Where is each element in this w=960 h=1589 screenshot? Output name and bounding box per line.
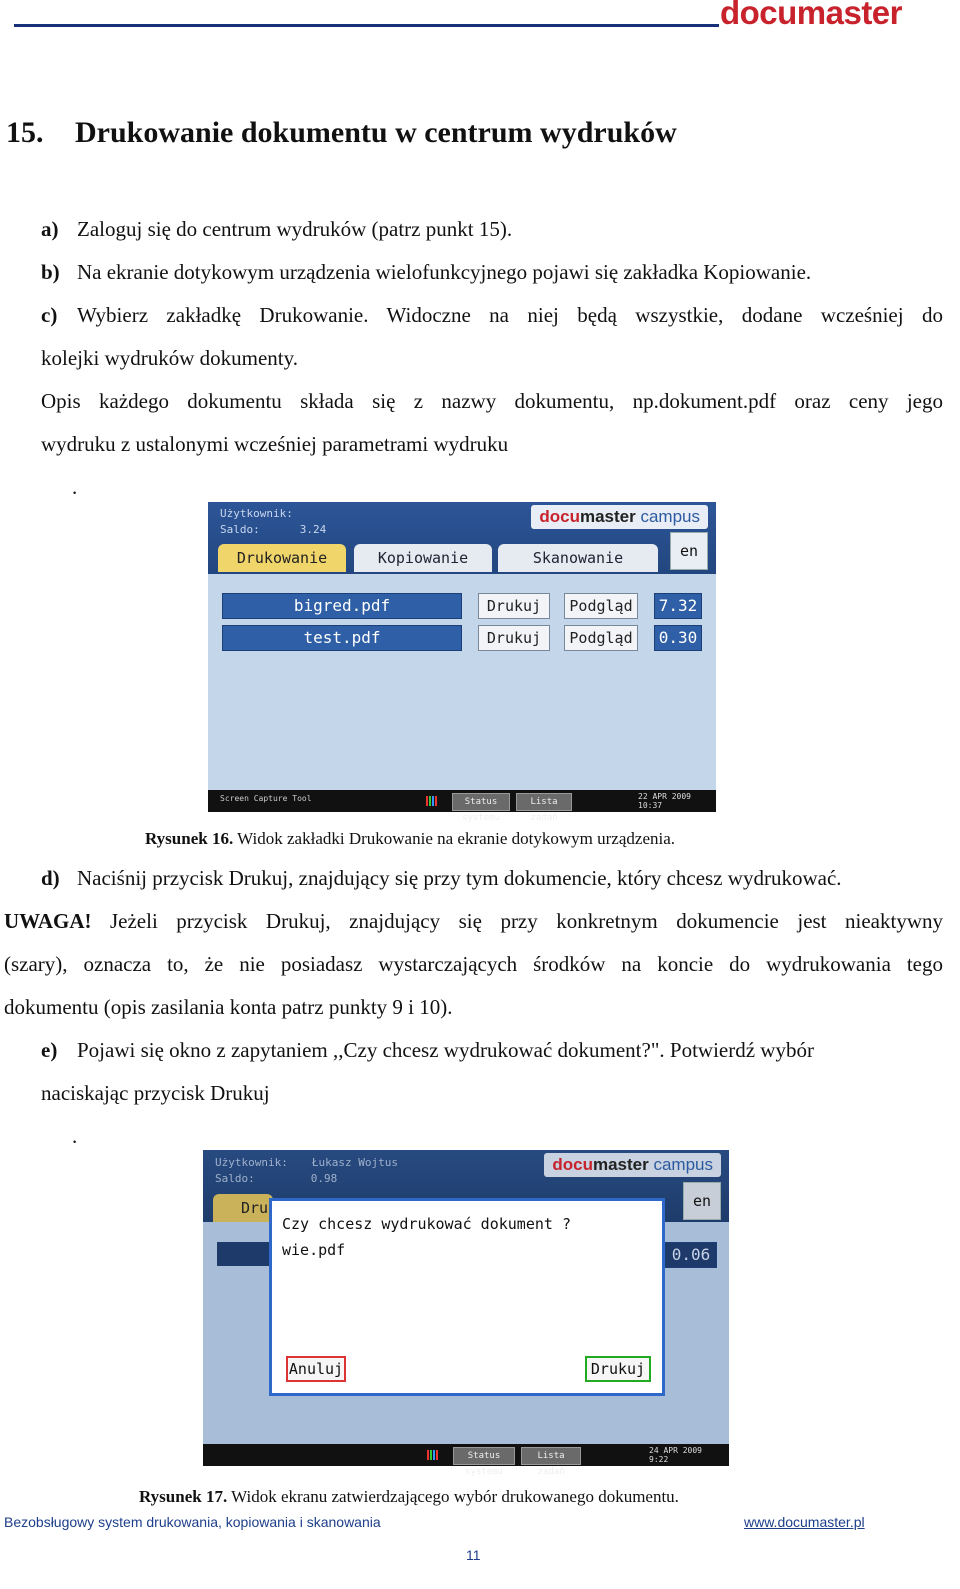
price-test: 0.30 <box>654 625 702 651</box>
dot-marker-2: . <box>72 1124 78 1148</box>
price-bigred: 7.32 <box>654 593 702 619</box>
print-button-test[interactable]: Drukuj <box>478 625 550 651</box>
header-rule <box>14 24 719 27</box>
status-bar <box>203 1444 729 1477</box>
dialog-message <box>282 1211 571 1263</box>
brand-logo: documaster <box>719 0 902 31</box>
file-name-bigred: bigred.pdf <box>222 593 462 619</box>
step-d: d) Naciśnij przycisk Drukuj, znajdujący się przy tym dokumencie, który chcesz wydrukować. <box>41 866 842 890</box>
documaster-campus-logo: documaster campus <box>531 505 708 529</box>
warning-line3: dokumentu (opis zasilania konta patrz punkty 9 i 10). <box>4 995 453 1019</box>
kyocera-icon <box>426 796 438 806</box>
price-dimmed: 0.06 <box>665 1242 717 1268</box>
step-c-desc-line1: Opis każdego dokumentu składa się z nazwy dokumentu, np.dokument.pdf oraz ceny jego <box>41 389 943 413</box>
warning-line2: (szary), oznacza to, że nie posiadasz wystarczających środków na koncie do wydrukowania tego <box>4 952 943 976</box>
status-bar <box>208 790 716 823</box>
user-info: Użytkownik: Saldo: 3.24 <box>220 507 327 536</box>
figure-16-caption: Rysunek 16. Widok zakładki Drukowanie na ekranie dotykowym urządzenia. <box>145 829 676 848</box>
tab-drukowanie[interactable]: Dru <box>213 1194 273 1222</box>
step-e-line2: naciskając przycisk Drukuj <box>41 1081 270 1105</box>
system-status-button[interactable]: Status systemu <box>452 793 510 811</box>
step-c-line1: c) Wybierz zakładkę Drukowanie. Widoczne na niej będą wszystkie, dodane wcześniej do <box>41 303 943 327</box>
capture-tool-label: Screen Capture Tool <box>220 794 312 803</box>
step-c-line2: kolejki wydruków dokumenty. <box>41 346 299 370</box>
screenshot-print-tab <box>208 502 716 823</box>
section-title <box>6 116 677 150</box>
print-button-bigred[interactable]: Drukuj <box>478 593 550 619</box>
step-c-desc-line2: wydruku z ustalonymi wcześniej parametrami wydruku <box>41 432 509 456</box>
documaster-campus-logo: documaster campus <box>544 1153 721 1177</box>
job-list-button[interactable]: Lista zadań <box>521 1447 581 1465</box>
step-e-line1: e) Pojawi się okno z zapytaniem ,,Czy chcesz wydrukować dokument?". Potwierdź wybór <box>41 1038 814 1062</box>
file-row-dimmed <box>217 1242 273 1266</box>
footer-website-link[interactable]: www.documaster.pl <box>744 1514 865 1530</box>
user-info: Użytkownik: Łukasz Wojtus Saldo: 0.98 <box>215 1156 398 1185</box>
datetime: 24 APR 2009 9:22 <box>649 1446 702 1464</box>
tab-skanowanie[interactable]: Skanowanie <box>498 544 658 572</box>
page-number: 11 <box>466 1547 481 1563</box>
step-a: a) Zaloguj się do centrum wydruków (patrz punkt 15). <box>41 217 513 241</box>
warning-line1: UWAGA! Jeżeli przycisk Drukuj, znajdujący się przy konkretnym dokumencie jest nieaktywny <box>4 909 943 933</box>
dialog-filename: wie.pdf <box>282 1241 346 1259</box>
job-list-button[interactable]: Lista zadań <box>516 793 572 811</box>
cancel-button[interactable]: Anuluj <box>286 1356 346 1382</box>
preview-button-bigred[interactable]: Podgląd <box>564 593 638 619</box>
language-button[interactable]: en <box>683 1182 721 1220</box>
preview-button-test[interactable]: Podgląd <box>564 625 638 651</box>
figure-17-caption: Rysunek 17. Widok ekranu zatwierdzającego wybór drukowanego dokumentu. <box>139 1487 679 1506</box>
datetime: 22 APR 2009 10:37 <box>638 792 691 810</box>
language-button[interactable]: en <box>670 532 708 570</box>
file-name-test: test.pdf <box>222 625 462 651</box>
confirm-dialog <box>269 1198 665 1396</box>
tab-drukowanie[interactable]: Drukowanie <box>218 544 346 572</box>
tab-kopiowanie[interactable]: Kopiowanie <box>354 544 492 572</box>
confirm-print-button[interactable]: Drukuj <box>585 1356 651 1382</box>
footer-tagline: Bezobsługowy system drukowania, kopiowania i skanowania <box>4 1514 381 1530</box>
kyocera-icon <box>427 1450 439 1460</box>
system-status-button[interactable]: Status systemu <box>453 1447 515 1465</box>
section-title-text: Drukowanie dokumentu w centrum wydruków <box>75 116 677 149</box>
section-number: 15. <box>6 116 44 149</box>
step-b: b) Na ekranie dotykowym urządzenia wielofunkcyjnego pojawi się zakładka Kopiowanie. <box>41 260 812 284</box>
screenshot-confirm-dialog <box>203 1150 729 1477</box>
dot-marker: . <box>72 475 78 499</box>
dialog-question: Czy chcesz wydrukować dokument ? <box>282 1215 571 1233</box>
